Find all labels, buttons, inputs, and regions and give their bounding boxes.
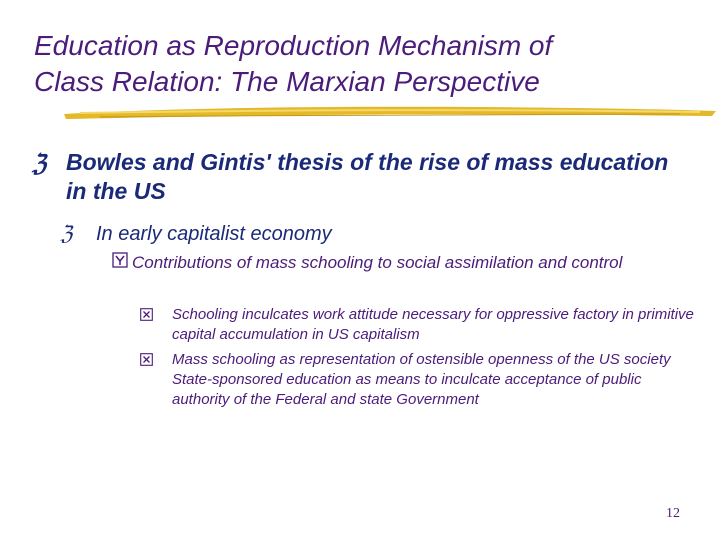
x-box-bullet-icon [140,353,153,366]
bullet-level3-text: Contributions of mass schooling to social assimilation and control [132,253,623,272]
slide-title [34,28,704,100]
title-underline-brushstroke [60,100,720,124]
page-number: 12 [666,506,680,521]
bullet-level2-text: In early capitalist economy [96,223,332,245]
x-box-bullet-icon [140,308,153,321]
bullet-level4-text: Mass schooling as representation of ostensible openness of the US society State-sponsored education as means to inculcate acceptance of public authority of the Federal and state Government [172,351,671,408]
z-bullet-icon: ℨ [32,150,47,176]
bullet-level4-text: Schooling inculcates work attitude necessary for oppressive factory in primitive capital accumulation in US capitalism [172,306,694,343]
title-line-2: Class Relation: The Marxian Perspective [34,66,540,97]
title-line-1: Education as Reproduction Mechanism of [34,30,553,61]
z-bullet-icon: ℨ [60,223,73,245]
bullet-level1-text: Bowles and Gintis' thesis of the rise of mass education in the US [66,149,669,204]
